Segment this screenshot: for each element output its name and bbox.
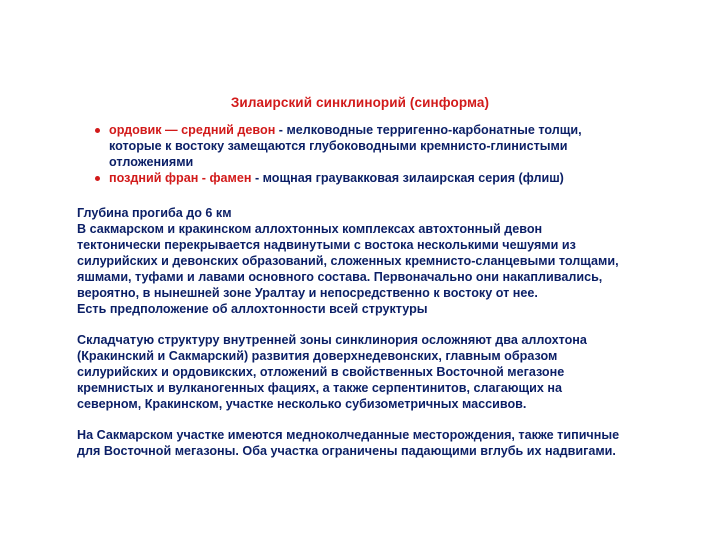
- bullet-text: - мелководные терригенно-карбонатные толщи,: [275, 123, 582, 137]
- paragraph-line: северном, Кракинском, участке несколько субизометричных массивов.: [77, 397, 527, 411]
- paragraph-line: силурийских и ордовикских, отложений в свойственных Восточной мегазоне: [77, 365, 565, 379]
- bullet-text: которые к востоку замещаются глубоководными кремнисто-глинистыми: [109, 139, 568, 153]
- bullet-dot-icon: [95, 128, 100, 133]
- bullet-text: - мощная граувакковая зилаирская серия (флиш): [251, 171, 564, 185]
- paragraph-line: Есть предположение об аллохтонности всей структуры: [77, 302, 428, 316]
- paragraph-line: (Кракинский и Сакмарский) развития доверхнедевонских, главным образом: [77, 349, 558, 363]
- bullet-item: [94, 170, 654, 186]
- paragraph-line: для Восточной мегазоны. Оба участка ограничены падающими вглубь их надвигами.: [77, 444, 616, 458]
- paragraph-deposits: [77, 427, 662, 459]
- bullet-item: [94, 122, 654, 170]
- paragraph-line: вероятно, в нынешней зоне Уралтау и непосредственно к востоку от нее.: [77, 286, 538, 300]
- bullet-dot-icon: [95, 176, 100, 181]
- paragraph-line: Складчатую структуру внутренней зоны синклинория осложняют два аллохтона: [77, 333, 587, 347]
- paragraph-line: тектонически перекрывается надвинутыми с востока несколькими чешуями из: [77, 238, 576, 252]
- paragraph-line: Глубина прогиба до 6 км: [77, 206, 232, 220]
- paragraph-depth-allochthons: [77, 205, 662, 317]
- paragraph-fold-structure: [77, 332, 662, 412]
- paragraph-line: кремнистых и вулканогенных фациях, а также серпентинитов, слагающих на: [77, 381, 562, 395]
- bullet-text: отложениями: [109, 155, 194, 169]
- bullet-highlight: поздний фран - фамен: [109, 171, 252, 185]
- paragraph-line: силурийских и девонских образований, сложенных кремнисто-сланцевыми толщами,: [77, 254, 619, 268]
- paragraph-line: В сакмарском и кракинском аллохтонных комплексах автохтонный девон: [77, 222, 543, 236]
- bullet-list: [94, 122, 654, 186]
- paragraph-line: На Сакмарском участке имеются медноколчеданные месторождения, также типичные: [77, 428, 620, 442]
- slide-title: Зилаирский синклинорий (синформа): [230, 95, 490, 110]
- bullet-highlight: ордовик — средний девон: [109, 123, 276, 137]
- paragraph-line: яшмами, туфами и лавами основного состава. Первоначально они накапливались,: [77, 270, 603, 284]
